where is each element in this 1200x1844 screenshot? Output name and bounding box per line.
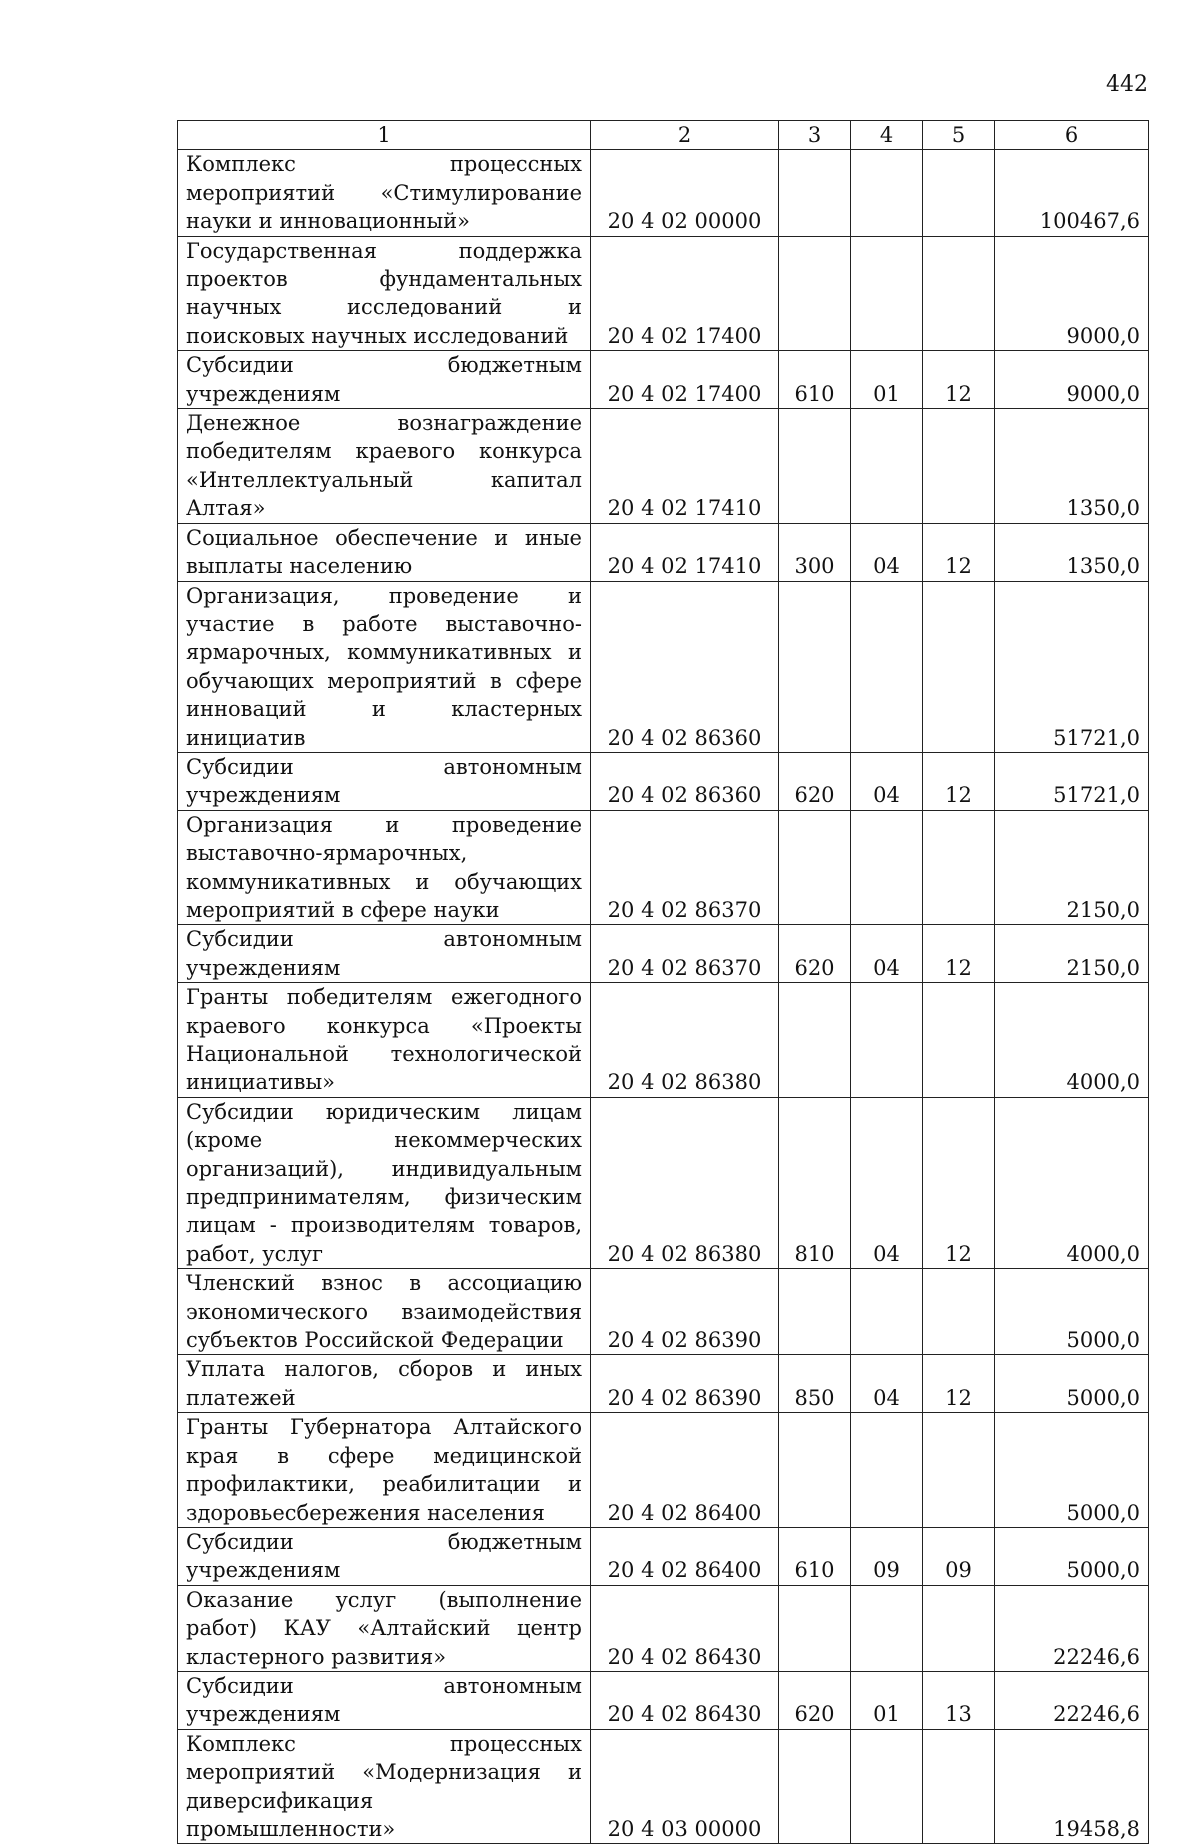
amount-cell: 1350,0 [995, 523, 1149, 581]
subsection-cell [923, 409, 995, 524]
header-cell: 2 [591, 121, 779, 150]
header-row [178, 121, 1149, 150]
row-name-cell: Комплекс процессных мероприятий «Модернизация и диверсификация промышленности» [178, 1729, 591, 1844]
row-name-cell: Гранты Губернатора Алтайского края в сфере медицинской профилактики, реабилитации и здоровьесбережения населения [178, 1413, 591, 1528]
table-row [178, 1527, 1149, 1585]
table-row [178, 1671, 1149, 1729]
table-row [178, 1585, 1149, 1671]
section-cell [851, 983, 923, 1098]
section-cell [851, 150, 923, 236]
amount-cell: 5000,0 [995, 1355, 1149, 1413]
section-cell: 04 [851, 752, 923, 810]
subsection-cell: 12 [923, 351, 995, 409]
table-row [178, 150, 1149, 236]
amount-cell: 2150,0 [995, 925, 1149, 983]
section-cell [851, 236, 923, 351]
row-name-cell: Субсидии автономным учреждениям [178, 1671, 591, 1729]
target-code-cell: 20 4 02 17400 [591, 236, 779, 351]
section-cell [851, 1269, 923, 1355]
table-row [178, 1355, 1149, 1413]
target-code-cell: 20 4 02 86390 [591, 1355, 779, 1413]
section-cell: 04 [851, 1355, 923, 1413]
section-cell [851, 1729, 923, 1844]
target-code-cell: 20 4 02 17410 [591, 409, 779, 524]
section-cell [851, 1585, 923, 1671]
target-code-cell: 20 4 02 86360 [591, 752, 779, 810]
subsection-cell [923, 1585, 995, 1671]
page-number: 442 [1106, 72, 1148, 97]
subsection-cell [923, 1729, 995, 1844]
expense-type-cell: 610 [779, 1527, 851, 1585]
row-name-cell: Субсидии автономным учреждениям [178, 752, 591, 810]
row-name-cell: Государственная поддержка проектов фундаментальных научных исследований и поисковых научных исследований [178, 236, 591, 351]
subsection-cell [923, 810, 995, 925]
expense-type-cell: 300 [779, 523, 851, 581]
subsection-cell [923, 983, 995, 1098]
expense-type-cell [779, 810, 851, 925]
section-cell: 04 [851, 1097, 923, 1268]
table-row [178, 983, 1149, 1098]
table-row [178, 1097, 1149, 1268]
budget-table [177, 120, 1149, 1844]
header-cell: 1 [178, 121, 591, 150]
expense-type-cell [779, 1585, 851, 1671]
expense-type-cell [779, 236, 851, 351]
expense-type-cell [779, 1413, 851, 1528]
expense-type-cell [779, 150, 851, 236]
header-cell: 3 [779, 121, 851, 150]
header-cell: 4 [851, 121, 923, 150]
target-code-cell: 20 4 02 86370 [591, 810, 779, 925]
target-code-cell: 20 4 02 17410 [591, 523, 779, 581]
subsection-cell: 09 [923, 1527, 995, 1585]
amount-cell: 2150,0 [995, 810, 1149, 925]
subsection-cell: 12 [923, 1355, 995, 1413]
expense-type-cell: 620 [779, 752, 851, 810]
amount-cell: 5000,0 [995, 1413, 1149, 1528]
header-cell: 6 [995, 121, 1149, 150]
table-row [178, 1413, 1149, 1528]
expense-type-cell: 620 [779, 1671, 851, 1729]
amount-cell: 5000,0 [995, 1527, 1149, 1585]
row-name-cell: Уплата налогов, сборов и иных платежей [178, 1355, 591, 1413]
table-row [178, 523, 1149, 581]
expense-type-cell [779, 1269, 851, 1355]
section-cell [851, 1413, 923, 1528]
section-cell: 04 [851, 523, 923, 581]
subsection-cell [923, 1269, 995, 1355]
target-code-cell: 20 4 03 00000 [591, 1729, 779, 1844]
amount-cell: 51721,0 [995, 581, 1149, 752]
target-code-cell: 20 4 02 00000 [591, 150, 779, 236]
amount-cell: 22246,6 [995, 1671, 1149, 1729]
expense-type-cell [779, 983, 851, 1098]
section-cell [851, 409, 923, 524]
target-code-cell: 20 4 02 86400 [591, 1413, 779, 1528]
amount-cell: 1350,0 [995, 409, 1149, 524]
table-row [178, 752, 1149, 810]
target-code-cell: 20 4 02 86390 [591, 1269, 779, 1355]
amount-cell: 9000,0 [995, 236, 1149, 351]
table-row [178, 351, 1149, 409]
row-name-cell: Субсидии бюджетным учреждениям [178, 1527, 591, 1585]
amount-cell: 5000,0 [995, 1269, 1149, 1355]
target-code-cell: 20 4 02 86380 [591, 1097, 779, 1268]
subsection-cell: 13 [923, 1671, 995, 1729]
table-row [178, 925, 1149, 983]
row-name-cell: Гранты победителям ежегодного краевого конкурса «Проекты Национальной технологической инициативы» [178, 983, 591, 1098]
subsection-cell: 12 [923, 1097, 995, 1268]
target-code-cell: 20 4 02 86430 [591, 1671, 779, 1729]
row-name-cell: Денежное вознаграждение победителям краевого конкурса «Интеллектуальный капитал Алтая» [178, 409, 591, 524]
subsection-cell: 12 [923, 523, 995, 581]
subsection-cell: 12 [923, 925, 995, 983]
row-name-cell: Субсидии бюджетным учреждениям [178, 351, 591, 409]
amount-cell: 51721,0 [995, 752, 1149, 810]
expense-type-cell [779, 581, 851, 752]
subsection-cell: 12 [923, 752, 995, 810]
target-code-cell: 20 4 02 86360 [591, 581, 779, 752]
target-code-cell: 20 4 02 86400 [591, 1527, 779, 1585]
target-code-cell: 20 4 02 86370 [591, 925, 779, 983]
subsection-cell [923, 150, 995, 236]
target-code-cell: 20 4 02 86380 [591, 983, 779, 1098]
section-cell: 01 [851, 1671, 923, 1729]
row-name-cell: Комплекс процессных мероприятий «Стимулирование науки и инновационный» [178, 150, 591, 236]
table-row [178, 581, 1149, 752]
section-cell: 09 [851, 1527, 923, 1585]
table-row [178, 236, 1149, 351]
amount-cell: 4000,0 [995, 1097, 1149, 1268]
section-cell [851, 581, 923, 752]
row-name-cell: Членский взнос в ассоциацию экономического взаимодействия субъектов Российской Федерации [178, 1269, 591, 1355]
expense-type-cell: 810 [779, 1097, 851, 1268]
expense-type-cell [779, 409, 851, 524]
table-row [178, 409, 1149, 524]
amount-cell: 4000,0 [995, 983, 1149, 1098]
subsection-cell [923, 581, 995, 752]
row-name-cell: Организация, проведение и участие в работе выставочно-ярмарочных, коммуникативных и обучающих мероприятий в сфере инноваций и кластерных инициатив [178, 581, 591, 752]
expense-type-cell: 620 [779, 925, 851, 983]
expense-type-cell: 850 [779, 1355, 851, 1413]
amount-cell: 9000,0 [995, 351, 1149, 409]
row-name-cell: Социальное обеспечение и иные выплаты населению [178, 523, 591, 581]
table-row [178, 810, 1149, 925]
header-cell: 5 [923, 121, 995, 150]
row-name-cell: Субсидии автономным учреждениям [178, 925, 591, 983]
expense-type-cell [779, 1729, 851, 1844]
subsection-cell [923, 1413, 995, 1528]
section-cell [851, 810, 923, 925]
row-name-cell: Организация и проведение выставочно-ярмарочных, коммуникативных и обучающих мероприятий в сфере науки [178, 810, 591, 925]
table-row [178, 1269, 1149, 1355]
row-name-cell: Оказание услуг (выполнение работ) КАУ «Алтайский центр кластерного развития» [178, 1585, 591, 1671]
amount-cell: 100467,6 [995, 150, 1149, 236]
expense-type-cell: 610 [779, 351, 851, 409]
section-cell: 01 [851, 351, 923, 409]
section-cell: 04 [851, 925, 923, 983]
amount-cell: 22246,6 [995, 1585, 1149, 1671]
row-name-cell: Субсидии юридическим лицам (кроме некоммерческих организаций), индивидуальным предпринимателям, физическим лицам - производителям товаров, работ, услуг [178, 1097, 591, 1268]
target-code-cell: 20 4 02 86430 [591, 1585, 779, 1671]
target-code-cell: 20 4 02 17400 [591, 351, 779, 409]
table-row [178, 1729, 1149, 1844]
subsection-cell [923, 236, 995, 351]
amount-cell: 19458,8 [995, 1729, 1149, 1844]
